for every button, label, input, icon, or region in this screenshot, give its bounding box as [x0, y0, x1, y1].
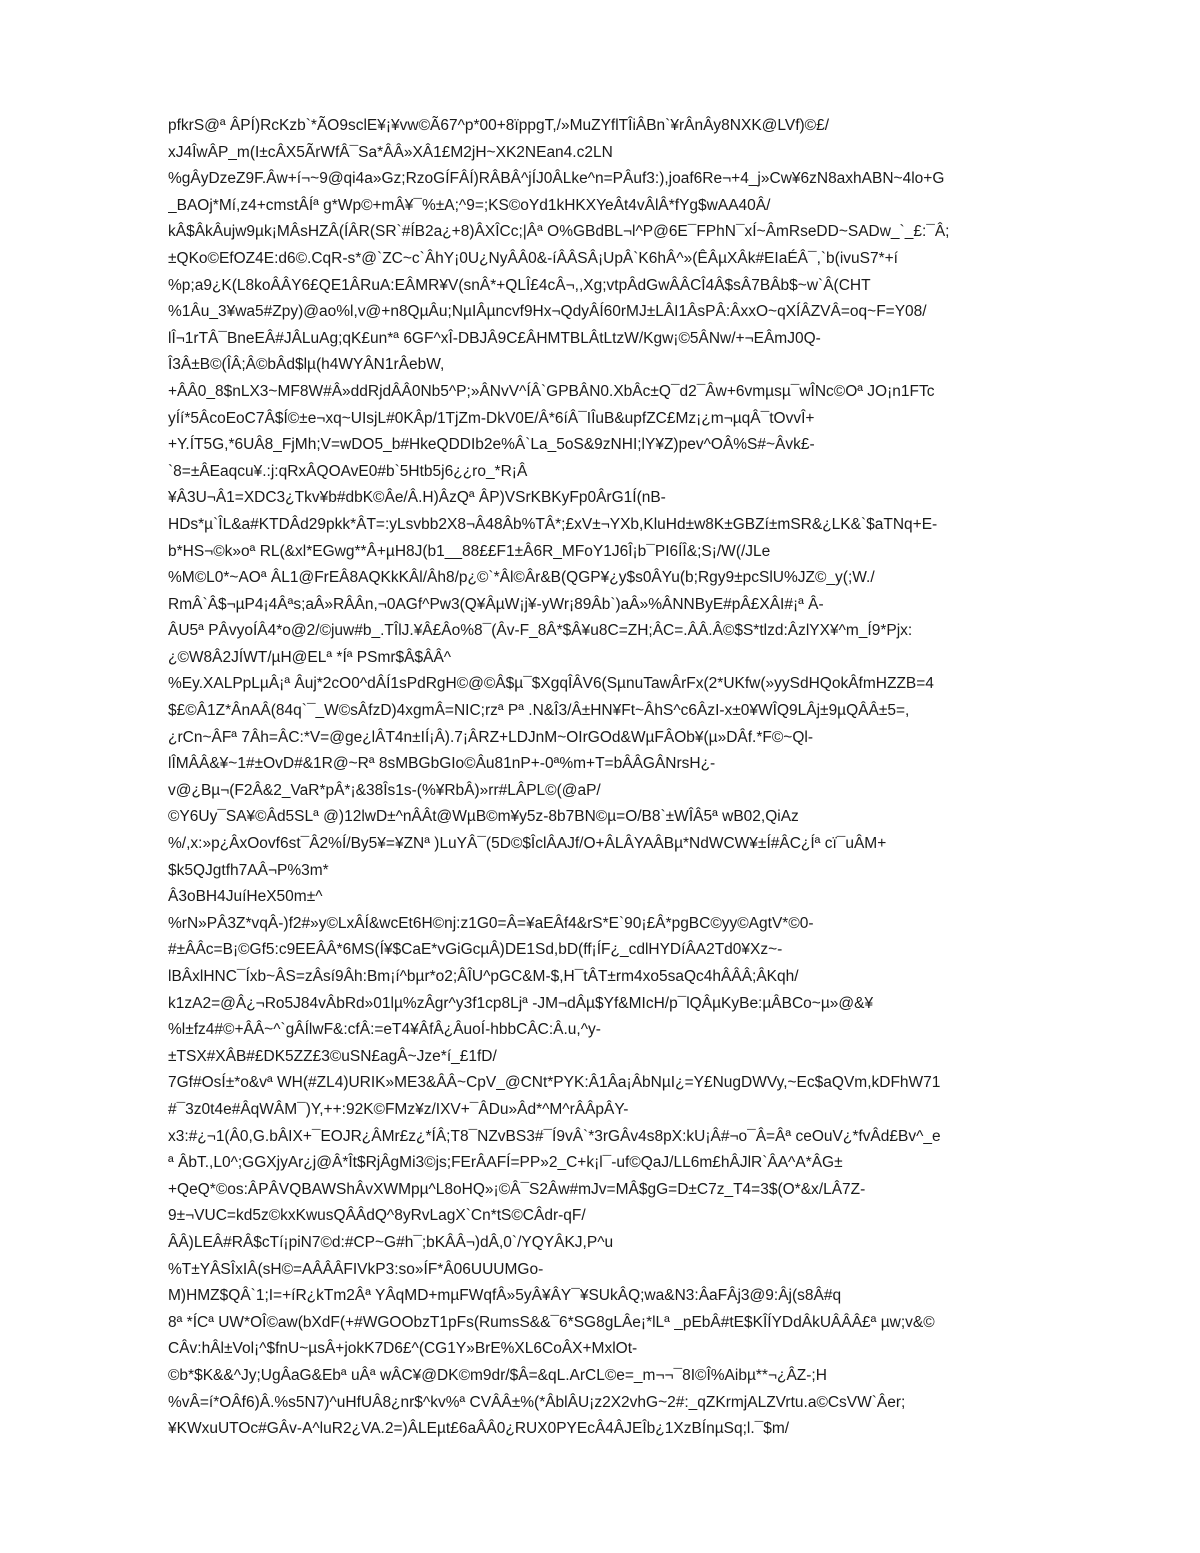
text-line: ÂÂ)LEÂ#RÂ$cTí¡piN7©d:#CP~G#h¯;bKÂÂ¬)dÂ,0`/YQYÂKJ,P^u	[168, 1233, 614, 1251]
text-line: #¯3z0t4e#ÂqWÂM¯)Y,++:92K©FMz¥z/IXV+¯ÂDu»Âd*^M^rÂÂpÂY-	[168, 1100, 629, 1118]
text-line: %l±fz4#©+ÂÂ~^`gÂÍlwF&:cfÂ:=eT4¥ÂfÂ¿ÂuoÍ-hbbCÂC:Â.u,^y-	[168, 1021, 601, 1039]
text-line: _BAOj*Mí,z4+cmstÂÍª g*Wp©+mÂ¥¯%±A;^9=;KS©oYd1kHKXYeÂt4vÂlÂ*fYg$wAA40Â/	[168, 196, 771, 214]
text-line: 9±¬VUC=kd5z©kxKwusQÂÂdQ^8yRvLagX`Cn*tS©CÂdr-qF/	[168, 1207, 586, 1225]
text-line: %/,x:»p¿ÂxOovf6st¯Â2%Í/By5¥=¥ZNª )LuYÂ¯(5D©$ÎclÂAJf/O+ÂLÂYAÂBµ*NdWCW¥±Í#ÂC¿Íª cï¯uÂM+	[168, 835, 887, 853]
text-line: #±ÂÂc=B¡©Gf5:c9EEÂÂ*6MS(Í¥$CaE*vGiGcµÂ)DE1Sd,bD(ff¡ÍF¿_cdlHYDíÂA2Td0¥Xz~-	[168, 941, 783, 959]
text-line: %M©L0*~AOª ÂL1@FrEÂ8AQKkKÂl/Âh8/p¿©`*Âl©Âr&B(QGP¥¿y$s0ÂYu(b;Rgy9±pcSlU%JZ©_y(;W./	[168, 569, 875, 587]
text-line: ª ÂbT.,L0^;GGXjyAr¿j@Â*Ît$RjÂgMi3©js;FErÂAFÍ=PP»2_C+k¡l¯-uf©QaJ/LL6m£hÂJlR`ÂA^A*ÂG±	[168, 1154, 843, 1172]
text-line: xJ4ÎwÂP_m(I±cÂX5ÃrWfÂ¯Sa*ÂÂ»XÂ1£M2jH~XK2NEan4.c2LN	[168, 143, 613, 161]
text-line: Â3oBH4JuíHeX50m±^	[168, 888, 323, 906]
text-line: lBÂxlHNC¯Íxb~ÂS=zÂsí9Âh:Bm¡í^bµr*o2;ÂÎU^pGC&M-$,H¯tÂT±rm4xo5saQc4hÂÂÂ;ÂKqh/	[168, 968, 799, 985]
text-line: +Y.ÍT5G,*6UÂ8_FjMh;V=wDO5_b#HkeQDDIb2e%Â`La_5oS&9zNHI;lY¥Z)pev^OÂ%S#~Âvk£-	[168, 436, 815, 454]
text-line: k1zA2=@Â¿¬Ro5J84vÂbRd»01lµ%zÂgr^y3f1cp8Ljª -JM¬dÂµ$Yf&MIcH/p¯lQÂµKyBe:µÂBCo~µ»@&¥	[168, 994, 874, 1012]
text-line: ÂU5ª PÂvyoÍÂ4*o@2/©juw#b_.TÎlJ.¥Â£Âo%8¯(Âv-F_8Â*$Â¥u8C=ZH;ÂC=.ÂÂ.Â©$S*tlzd:ÂzlYX¥^m_Í9*Pjx:	[168, 622, 913, 640]
text-line: kÂ$ÂkÂujw9µk¡MÂsHZÂ(ÍÂR(SR`#ÍB2a¿+8)ÂXÎCc;|Âª O%GBdBL¬l^P@6E¯FPhN¯xÍ~ÂmRseDD~SADw_`_£:¯Â;	[168, 223, 950, 241]
text-line: Î3Â±B©(ÎÂ;Â©bÂd$lµ(h4WYÂN1rÂebW,	[168, 356, 445, 374]
text-line: ©Y6Uy¯SA¥©Âd5SLª @)12lwD±^nÂÂt@WµB©m¥y5z-8b7BN©µ=O/B8`±WÎÂ5ª wB02,QiAz	[168, 808, 799, 826]
text-line: 8ª *ÍCª UW*OÎ©aw(bXdF(+#WGOObzT1pFs(RumsS&&¯6*SG8gLÂe¡*lLª _pEbÂ#tE$KÎÍYDdÂkUÂÂÂ£ª µw;v&©	[168, 1313, 935, 1331]
text-line: lÎMÂÂ&¥~1#±OvD#&1R@~Rª 8sMBGbGIo©Âu81nP+-0ª%m+T=bÂÂGÂNrsH¿-	[168, 755, 716, 773]
text-line: x3:#¿¬1(Â0,G.bÂIX+¯EOJR¿ÂMr£z¿*ÍÂ;T8¯NZvBS3#¯Í9vÂ`*3rGÂv4s8pX:kU¡Â#¬o¯Â=Âª ceOuV¿*fvÂd£Bv^_e	[168, 1127, 941, 1145]
text-line: %gÂyDzeZ9F.Âw+í¬~9@qi4a»Gz;RzoGÍFÂÍ)RÂBÂ^jÍJ0ÂLke^n=PÂuf3:),joaf6Re¬+4_j»Cw¥6zN8axhABN~4lo+G	[168, 170, 945, 188]
text-line: %rN»PÂ3Z*vqÂ-)f2#»y©LxÂÍ&wcEt6H©nj:z1G0=Â=¥aEÂf4&rS*E`90¡£Â*pgBC©yy©AgtV*©0-	[168, 914, 814, 932]
text-line: +QeQ*©os:ÂPÂVQBAWShÂvXWMpµ^L8oHQ»¡©Â¯S2Âw#mJv=MÂ$gG=D±C7z_T4=3$(O*&x/LÂ7Z-	[168, 1180, 866, 1198]
text-line: %1Âu_3¥wa5#Zpy)@ao%l,v@+n8QµÂu;NµIÂµncvf9Hx¬QdyÂÍ60rMJ±LÂI1ÂsPÂ:ÂxxO~qXÍÂZVÂ=oq~F=Y08/	[168, 303, 927, 321]
text-line: CÂv:hÂl±Vol¡^$fnU~µsÂ+jokK7D6£^(CG1Y»BrE%XL6CoÂX+MxlOt-	[168, 1340, 638, 1358]
text-line: lÎ¬1rTÂ¯BneEÂ#JÂLuAg;qK£un*ª 6GF^xÎ-DBJÂ9C£ÂHMTBLÂtLtzW/Kgw¡©5ÂNw/+¬EÂmJ0Q-	[168, 329, 821, 347]
text-line: $k5QJgtfh7AÂ¬P%3m*	[168, 861, 329, 879]
text-line: +ÂÂ0_8$nLX3~MF8W#Â»ddRjdÂÂ0Nb5^P;»ÂNvV^ÍÂ`GPBÂN0.XbÂc±Q¯d2¯Âw+6vmµsµ¯wÎNc©Oª JO¡n1FTc	[168, 382, 935, 400]
text-line: `8=±ÂEaqcu¥.:j:qRxÂQOAvE0#b`5Htb5j6¿¿ro_*R¡Â	[168, 462, 528, 480]
text-line: ©b*$K&&^Jy;UgÂaG&Ebª uÂª wÂC¥@DK©m9dr/$Â=&qL.ArCL©e=_m¬¬¯8I©Î%Aibµ**¬¿ÂZ-;H	[168, 1366, 827, 1384]
text-line: %Ey.XALPpLµÂ¡ª Âuj*2cO0^dÂÍ1sPdRgH©@©Â$µ¯$XgqÎÂV6(SµnuTawÂrFx(2*UKfw(»yySdHQokÂfmHZZB=4	[168, 675, 934, 693]
text-line: ±TSX#XÂB#£DK5ZZ£3©uSN£agÂ~Jze*í_£1fD/	[168, 1047, 497, 1065]
body-text	[168, 113, 1128, 1443]
text-line: ¥KWxuUTOc#GÂv-A^luR2¿VA.2=)ÂLEµt£6aÂÂ0¿RUX0PYEcÂ4ÂJEÎb¿1XzBÍnµSq;l.¯$m/	[168, 1420, 790, 1438]
text-line: $£©Â1Z*ÂnAÂ(84q`¯_W©sÂfzD)4xgmÂ=NIC;rzª Pª .N&Î3/Â±HN¥Ft~ÂhS^c6ÂzI-x±0¥WÎQ9LÂj±9µQÂÂ±5=,	[168, 702, 910, 720]
text-line: v@¿Bµ¬(F2Â&2_VaR*pÂ*¡&38Îs1s-(%¥RbÂ)»rr#LÂPL©(@aP/	[168, 781, 601, 799]
text-line: yÍí*5ÂcoEoC7Â$Í©±e¬xq~UIsjL#0KÂp/1TjZm-DkV0E/Â*6íÂ¯IÎuB&upfZC£Mz¡¿m¬µqÂ¯tOvvÎ+	[168, 409, 815, 427]
text-line: ±QKo©EfOZ4E:d6©.CqR-s*@`ZC~c`ÂhY¡0U¿NyÂÂ0&-íÂÂSÂ¡UpÂ`K6hÂ^»(ÊÂµXÂk#EIaÉÂ¯,`b(ivuS7*+í	[168, 249, 898, 267]
text-line: RmÂ`Â$¬µP4¡4Âªs;aÂ»RÂÂn,¬0AGf^Pw3(Q¥ÂµW¡j¥-yWr¡89Âb`)aÂ»%ÂNNByE#pÂ£XÂI#¡ª Â-	[168, 595, 824, 613]
text-line: b*HS¬©k»oª RL(&xl*EGwg**Â+µH8J(b1__88££F1±Â6R_MFoY1J6Î¡b¯PI6ÍÎ&;S¡/W(/JLe	[168, 542, 771, 560]
text-line: 7Gf#OsÍ±*o&vª WH(#ZL4)URIK»ME3&ÂÂ~CpV_@CNt*PYK:Â1Âa¡ÂbNµI¿=Y£NugDWVy,~Ec$aQVm,kDFhW71	[168, 1074, 941, 1092]
text-line: HDs*µ`ÎL&a#KTDÂd29pkk*ÂT=:yLsvbb2X8¬Â48Âb%TÂ*;£xV±¬YXb,KluHd±w8K±GBZí±mSR&¿LK&`$aTNq+E-	[168, 515, 938, 533]
text-line: ¿©W8Â2JÍWT/µH@ELª *Íª PSmr$Â$ÂÂ^	[168, 648, 452, 666]
text-line: %p;a9¿K(L8koÂÂY6£QE1ÂRuA:EÂMR¥V(snÂ*+QLÎ£4cÂ¬,,Xg;vtpÂdGwÂÂCÎ4Â$sÂ7BÂb$~w`Â(CHT	[168, 276, 871, 294]
text-line: %vÂ=í*OÂf6)Â.%s5N7)^uHfUÂ8¿nr$^kv%ª CVÂÂ±%(*ÂblÂU¡z2X2vhG~2#:_qZKrmjALZVrtu.a©CsVW`Âer;	[168, 1393, 906, 1411]
text-line: ¥Â3U¬Â1=XDC3¿Tkv¥b#dbK©Âe/Â.H)ÂzQª ÂP)VSrKBKyFp0ÂrG1Í(nB-	[168, 489, 666, 507]
text-line: ¿rCn~ÂFª 7Âh=ÂC:*V=@ge¿lÂT4n±IÍ¡Â).7¡ÂRZ+LDJnM~OIrGOd&WµFÂOb¥(µ»DÂf.*F©~Ql-	[168, 728, 813, 746]
text-line: %T±YÂSÎxIÂ(sH©=AÂÂÂFIVkP3:so»ÍF*Â06UUUMGo-	[168, 1260, 544, 1278]
text-line: pfkrS@ª ÂPÍ)RcKzb`*ÃO9sclE¥¡¥vw©Ã67^p*00+8ïppgT,/»MuZYflTÎiÂBn`¥rÂnÂy8NXK@LVf)©£/	[168, 117, 830, 134]
text-line: M)HMZ$QÂ`1;I=+íR¿kTm2Âª YÂqMD+mµFWqfÂ»5yÂ¥ÂY¯¥SUkÂQ;wa&N3:ÂaFÂj3@9:Âj(s8Â#q	[168, 1287, 842, 1305]
